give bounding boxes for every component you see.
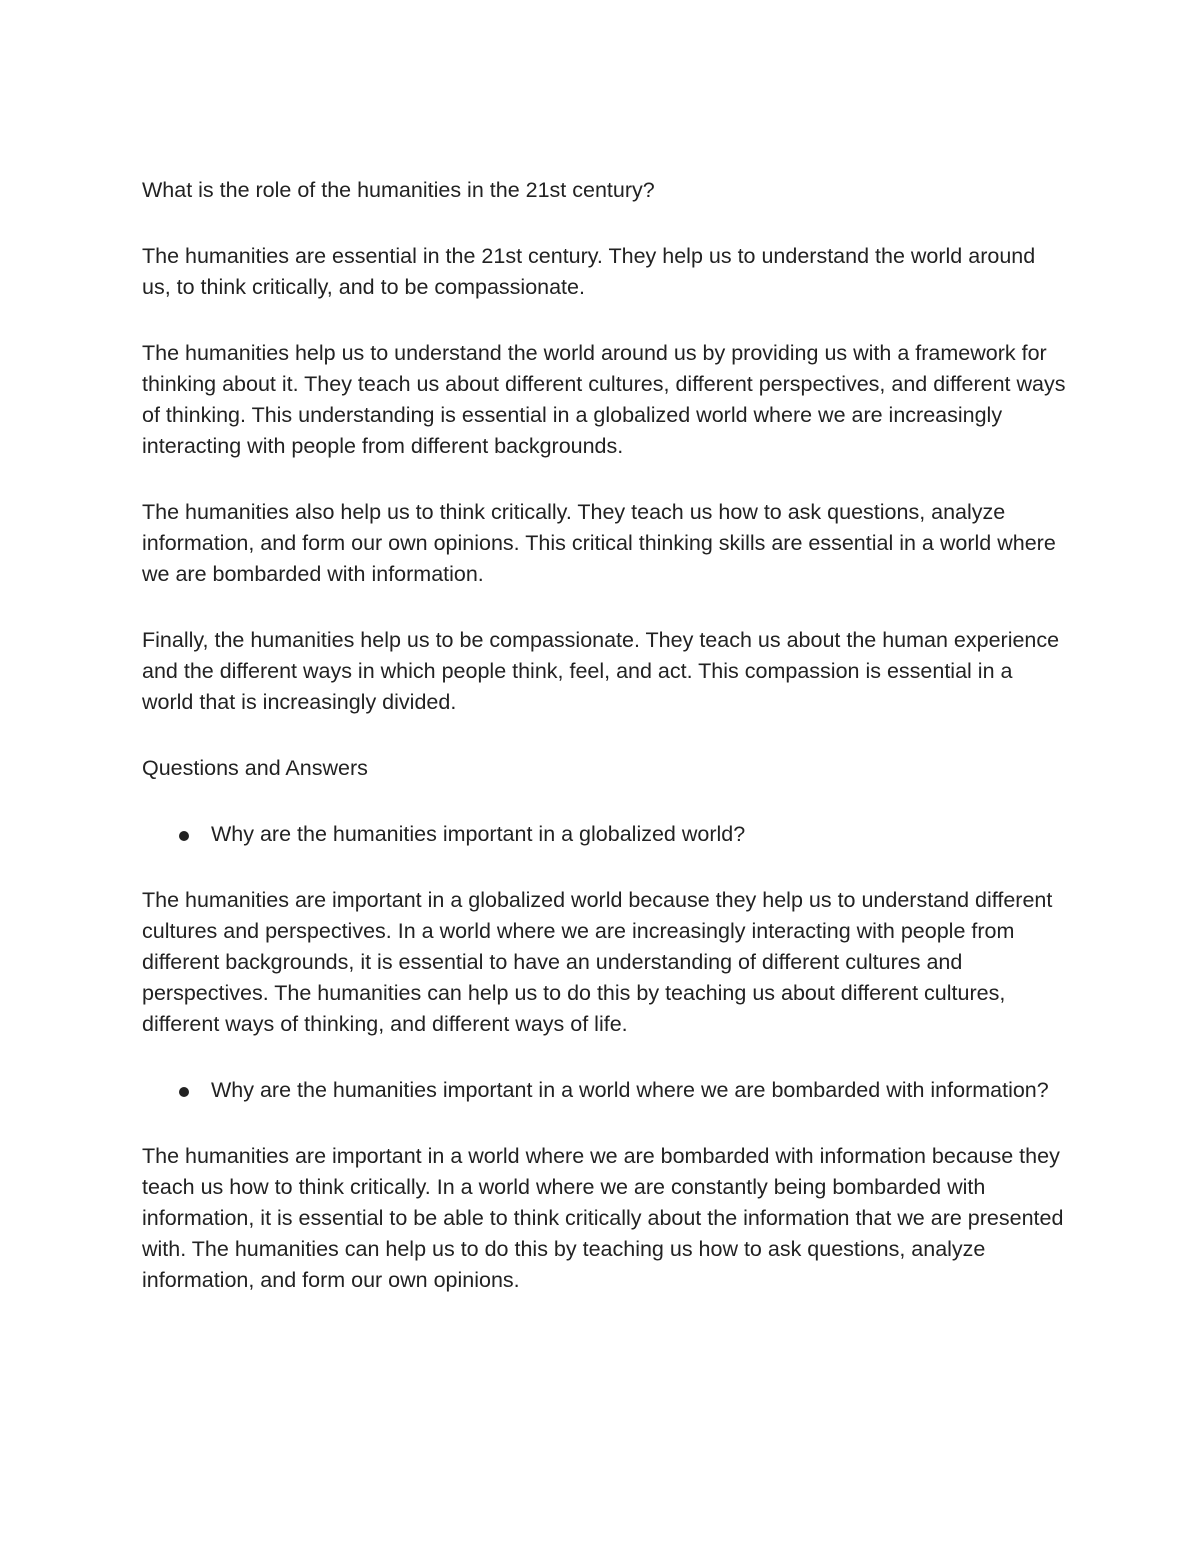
qa-question-2 xyxy=(142,1075,1067,1106)
compassion-paragraph: Finally, the humanities help us to be compassionate. They teach us about the human experience and the different ways in which people think, feel, and act. This compassion is essential in a world that is increasingly divided. xyxy=(142,628,1060,714)
title-question: What is the role of the humanities in the 21st century? xyxy=(142,178,655,202)
critical-thinking-paragraph: The humanities also help us to think critically. They teach us how to ask questions, analyze information, and form our own opinions. This critical thinking skills are essential in a world where we are bombarded with information. xyxy=(142,500,1056,586)
intro-paragraph: The humanities are essential in the 21st century. They help us to understand the world around us, to think critically, and to be compassionate. xyxy=(142,244,1036,299)
bullet-icon xyxy=(179,1087,189,1097)
bullet-icon xyxy=(179,831,189,841)
document-body xyxy=(142,175,1067,1331)
understanding-paragraph: The humanities help us to understand the world around us by providing us with a framework for thinking about it. They teach us about different cultures, different perspectives, and different ways of thinking. This understanding is essential in a globalized world where we are increasingly interacting with people from different backgrounds. xyxy=(142,341,1066,458)
qa-heading: Questions and Answers xyxy=(142,756,368,780)
qa-question-1 xyxy=(142,819,1067,850)
qa-answer-1: The humanities are important in a globalized world because they help us to understand different cultures and perspectives. In a world where we are increasingly interacting with people from different backgrounds, it is essential to have an understanding of different cultures and perspectives. The humanities can help us to do this by teaching us about different cultures, different ways of thinking, and different ways of life. xyxy=(142,888,1053,1036)
question-text: Why are the humanities important in a globalized world? xyxy=(211,822,746,846)
question-text: Why are the humanities important in a world where we are bombarded with information? xyxy=(211,1078,1049,1102)
qa-answer-2: The humanities are important in a world where we are bombarded with information because they teach us how to think critically. In a world where we are constantly being bombarded with information, it is essential to be able to think critically about the information that we are presented with. The humanities can help us to do this by teaching us how to ask questions, analyze information, and form our own opinions. xyxy=(142,1144,1064,1292)
